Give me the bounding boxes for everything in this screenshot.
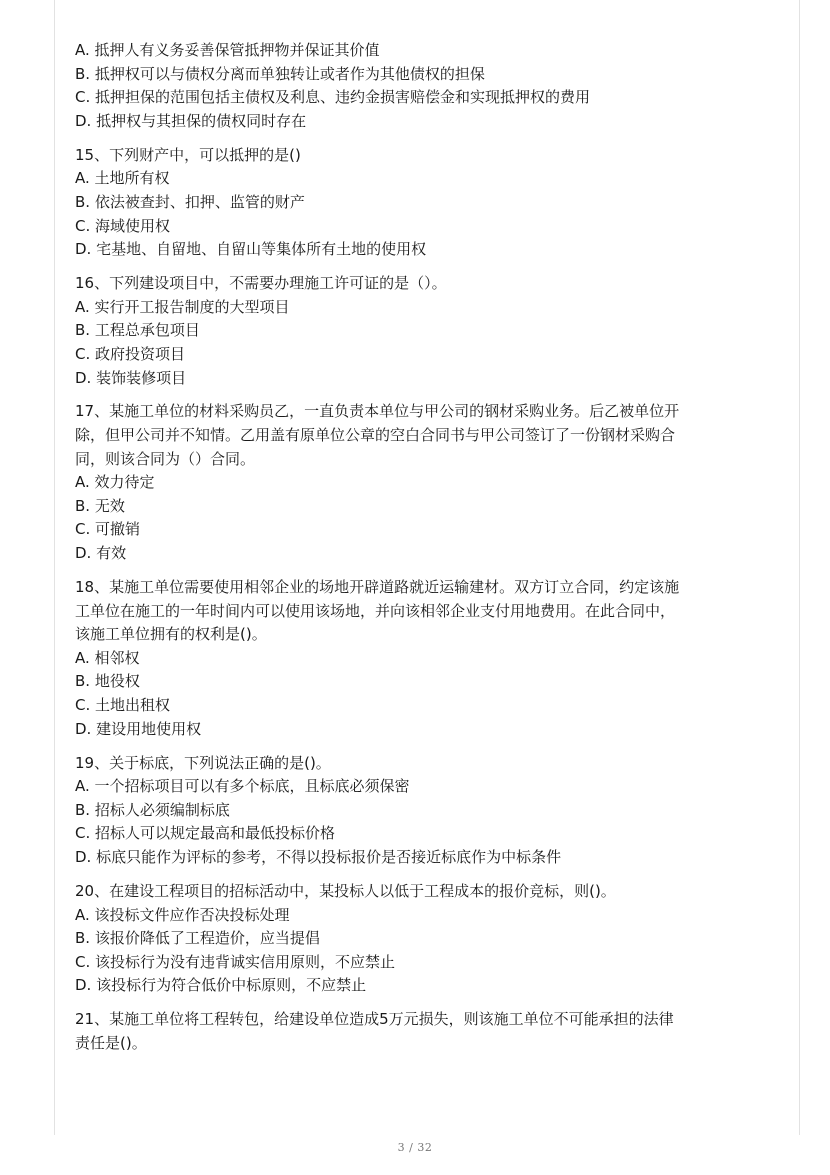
question-block	[75, 880, 787, 998]
text-line: 工单位在施工的一年时间内可以使用该场地，并向该相邻企业支付用地费用。在此合同中，	[75, 601, 676, 620]
text-line: B. 抵押权可以与债权分离而单独转让或者作为其他债权的担保	[75, 64, 485, 83]
question-text: 15、下列财产中，可以抵押的是()	[75, 145, 301, 164]
page-number: 3 / 32	[397, 1141, 433, 1154]
text-line: C. 抵押担保的范围包括主债权及利息、违约金损害赔偿金和实现抵押权的费用	[75, 88, 591, 107]
text-line: B. 招标人必须编制标底	[75, 800, 230, 819]
text-line: A. 该投标文件应作否决投标处理	[75, 905, 290, 924]
text-line: D. 装饰装修项目	[75, 368, 187, 387]
document-body	[75, 39, 787, 1066]
text-line: B. 依法被查封、扣押、监管的财产	[75, 192, 305, 211]
text-line: 该施工单位拥有的权利是()。	[75, 625, 267, 644]
text-line: A. 抵押人有义务妥善保管抵押物并保证其价值	[75, 41, 380, 59]
page-border-left	[54, 0, 55, 1135]
text-line: C. 该投标行为没有违背诚实信用原则，不应禁止	[75, 952, 396, 971]
text-line: 责任是()。	[75, 1033, 147, 1052]
question-text: 20、在建设工程项目的招标活动中，某投标人以低于工程成本的报价竞标，则()。	[75, 881, 616, 900]
text-line: D. 建设用地使用权	[75, 719, 202, 738]
page-border-right	[799, 0, 800, 1135]
question-text: 16、下列建设项目中，不需要办理施工许可证的是（）。	[75, 274, 447, 293]
text-line: 同，则该合同为（）合同。	[75, 449, 256, 468]
question-text: 18、某施工单位需要使用相邻企业的场地开辟道路就近运输建材。双方订立合同，约定该施	[75, 578, 680, 597]
text-line: B. 工程总承包项目	[75, 321, 200, 340]
text-line: D. 有效	[75, 544, 127, 563]
text-line: C. 可撤销	[75, 520, 141, 539]
text-line: B. 该报价降低了工程造价，应当提倡	[75, 929, 320, 948]
text-line: D. 该投标行为符合低价中标原则，不应禁止	[75, 976, 367, 995]
text-line: C. 土地出租权	[75, 696, 171, 714]
question-block	[75, 272, 787, 390]
text-line: 除，但甲公司并不知情。乙用盖有原单位公章的空白合同书与甲公司签订了一份钢材采购合	[75, 426, 676, 445]
text-line: A. 实行开工报告制度的大型项目	[75, 297, 290, 316]
text-line: D. 抵押权与其担保的债权同时存在	[75, 111, 307, 130]
question-block	[75, 144, 787, 262]
text-line: D. 宅基地、自留地、自留山等集体所有土地的使用权	[75, 240, 427, 259]
question-text: 19、关于标底，下列说法正确的是()。	[75, 753, 331, 772]
text-line: C. 政府投资项目	[75, 344, 186, 363]
question-text: 21、某施工单位将工程转包，给建设单位造成5万元损失，则该施工单位不可能承担的法律	[75, 1010, 674, 1029]
question-block	[75, 39, 787, 133]
question-block	[75, 752, 787, 870]
question-block	[75, 576, 787, 741]
question-block	[75, 1008, 787, 1055]
text-line: A. 效力待定	[75, 473, 155, 492]
text-line: C. 海域使用权	[75, 216, 171, 235]
text-line: B. 地役权	[75, 672, 140, 691]
text-line: A. 土地所有权	[75, 169, 170, 188]
text-line: B. 无效	[75, 496, 125, 515]
text-line: A. 相邻权	[75, 648, 140, 667]
question-block	[75, 400, 787, 565]
text-line: C. 招标人可以规定最高和最低投标价格	[75, 824, 336, 843]
text-line: A. 一个招标项目可以有多个标底，且标底必须保密	[75, 777, 410, 796]
question-text: 17、某施工单位的材料采购员乙，一直负责本单位与甲公司的钢材采购业务。后乙被单位开	[75, 402, 680, 421]
text-line: D. 标底只能作为评标的参考，不得以投标报价是否接近标底作为中标条件	[75, 847, 562, 866]
